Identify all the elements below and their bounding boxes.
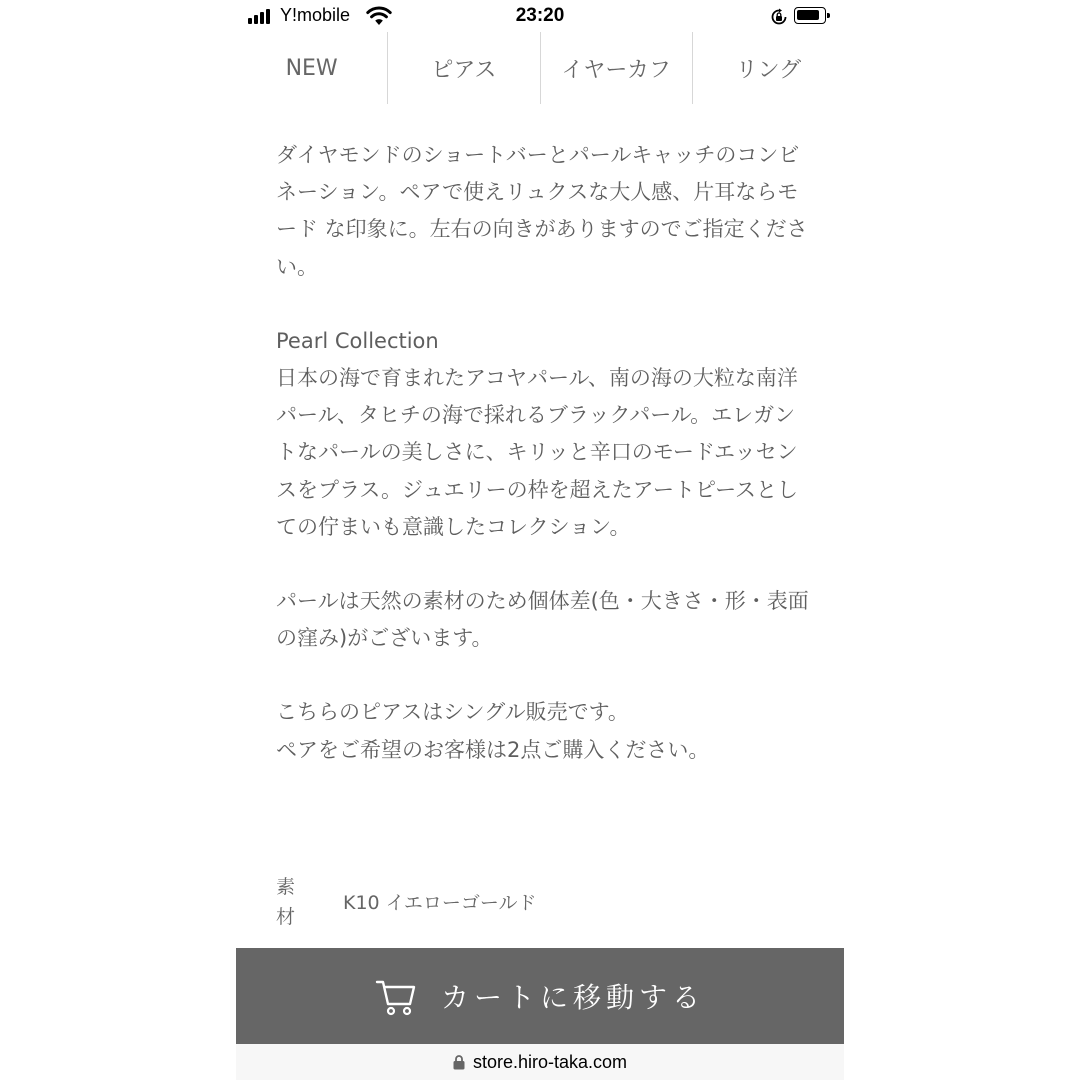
- status-bar: [236, 0, 844, 34]
- cart-icon: [375, 974, 419, 1018]
- carrier-name: Y!mobile: [280, 5, 351, 25]
- nav-item-ring[interactable]: リング: [692, 32, 844, 104]
- pearl-note: パールは天然の素材のため個体差(色・大きさ・形・表面の窪み)がございます。: [276, 589, 809, 651]
- nav-item-new[interactable]: NEW: [285, 55, 338, 81]
- collection-text: 日本の海で育まれたアコヤパール、南の海の大粒な南洋パール、タヒチの海で採れるブラックパール。エレガントなパールの美しさに、キリッと辛口のモードエッセンスをプラス。ジュエリーの枠を超えたアートピースとしての佇まいも意識したコレクション。: [276, 366, 799, 539]
- collection-title: Pearl Collection: [276, 328, 439, 353]
- cart-button-label: カートに移動する: [440, 981, 705, 1014]
- battery-icon: [794, 7, 826, 24]
- padlock-icon: [453, 1054, 465, 1070]
- category-nav: [236, 32, 844, 104]
- nav-item-ear-cuff[interactable]: イヤーカフ: [540, 32, 692, 104]
- phone-screen: [236, 0, 844, 1080]
- status-time: 23:20: [515, 5, 565, 26]
- nav-item-pierce[interactable]: ピアス: [387, 32, 539, 104]
- material-spec-row: [276, 872, 816, 934]
- single-sale-note: こちらのピアスはシングル販売です。: [276, 700, 629, 725]
- url-text: store.hiro-taka.com: [472, 1051, 628, 1072]
- product-description: [276, 137, 816, 769]
- intro-text: ダイヤモンドのショートバーとパールキャッチのコンビネーション。ペアで使えリュクスな大人感、片耳ならモード な印象に。左右の向きがありますのでご指定ください。: [276, 143, 808, 279]
- material-label: 素材: [276, 876, 296, 928]
- rotation-lock-icon: [770, 8, 788, 26]
- go-to-cart-button[interactable]: [236, 948, 844, 1044]
- pair-purchase-note: ペアをご希望のお客様は2点ご購入ください。: [276, 737, 710, 762]
- material-value: K10 イエローゴールド: [343, 892, 537, 914]
- browser-url-bar[interactable]: [236, 1044, 844, 1080]
